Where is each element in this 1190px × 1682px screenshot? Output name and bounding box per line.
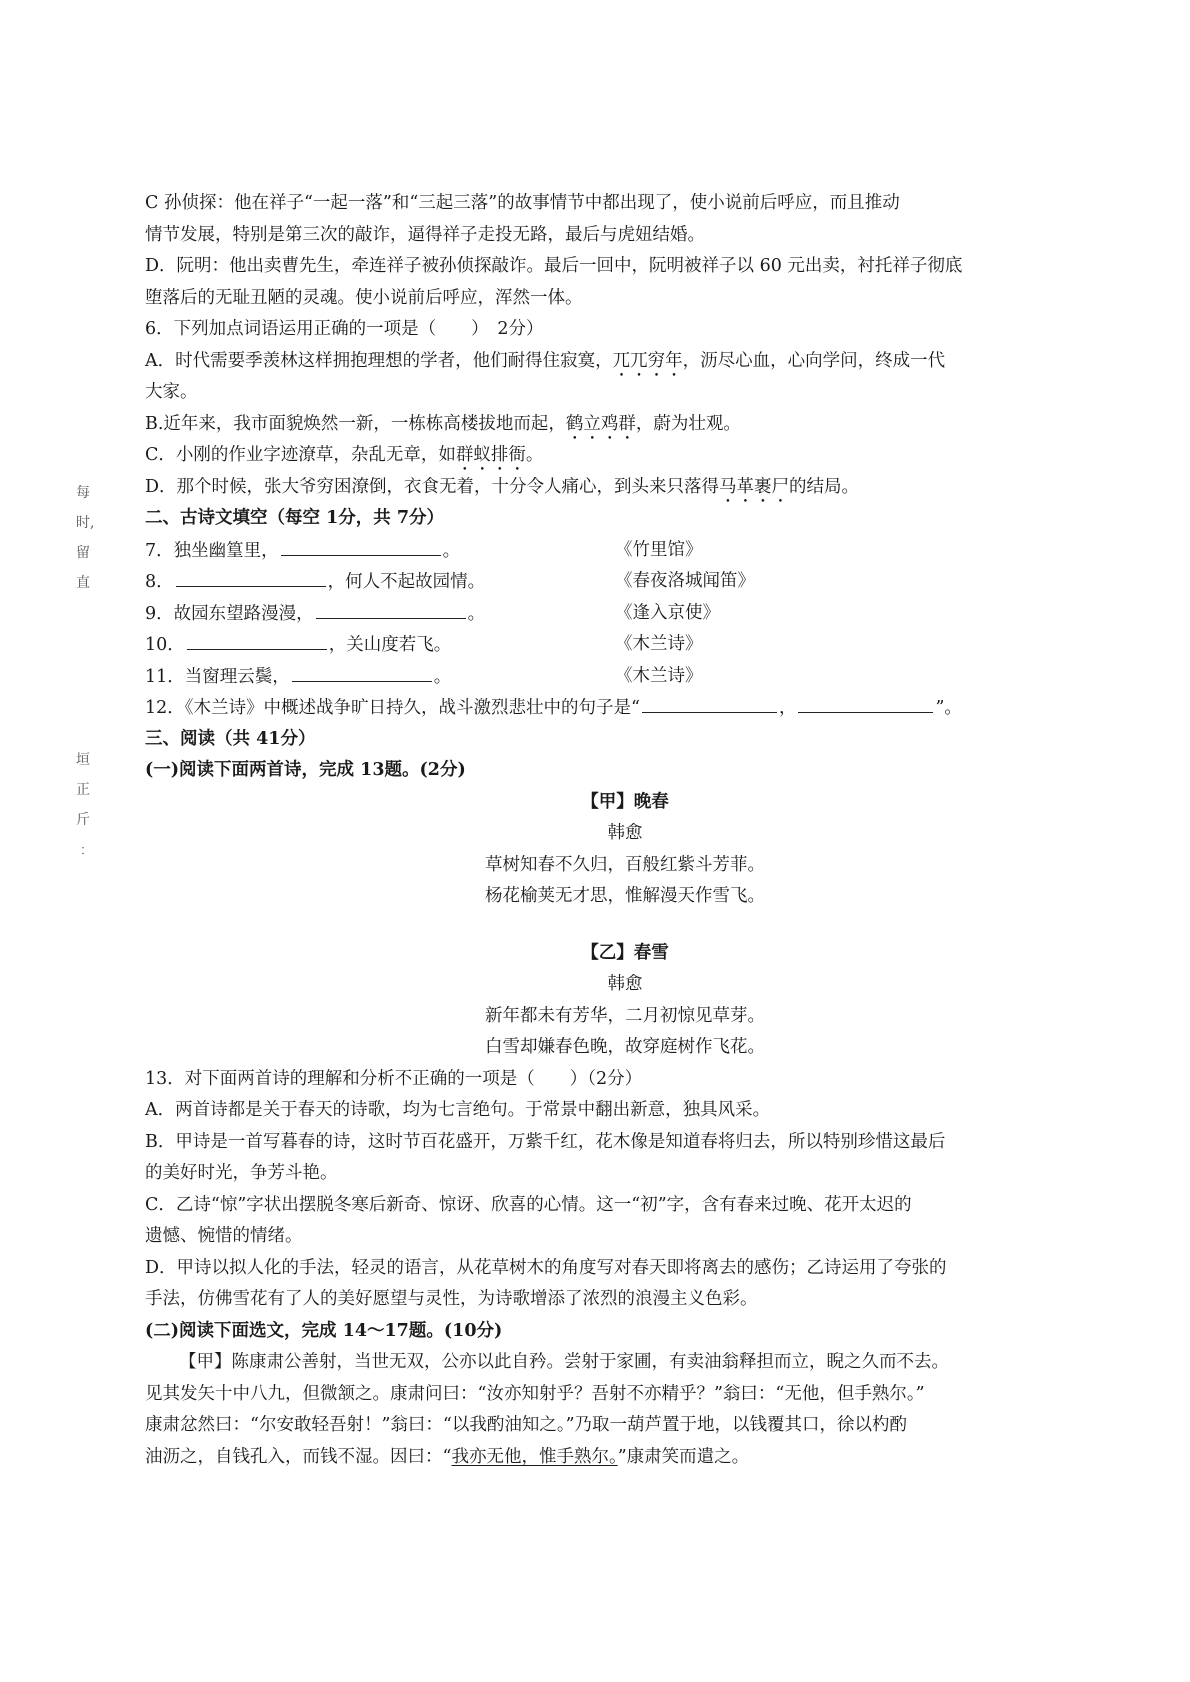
passage-line: 见其发矢十中八九，但微颔之。康肃问曰：“汝亦知射乎？吾射不亦精乎？”翁曰：“无他，但手熟尔。” [145, 1383, 925, 1404]
text: 8． [145, 572, 174, 592]
q6-stem: 6．下列加点词语运用正确的一项是（ ） 2分） [145, 319, 544, 339]
poem2-author: 韩愈 [607, 974, 643, 994]
q6-option-c [145, 440, 1105, 472]
text: 。 [433, 666, 452, 687]
passage-line: 【甲】陈康肃公善射，当世无双，公亦以此自矜。尝射于家圃，有卖油翁释担而立，睨之久而不去。 [179, 1352, 949, 1372]
margin-char: 斤 [76, 812, 90, 828]
text: B.近年来，我市面貌焕然一新，一栋栋高楼拔地而起， [145, 413, 566, 434]
q5-option-c-line1: C 孙侦探：他在祥子“一起一落”和“三起三落”的故事情节中都出现了，使小说前后呼应，而且推动 [145, 193, 900, 213]
text: ，蔚为壮观。 [635, 413, 741, 434]
margin-char: 每 [76, 485, 90, 501]
q8-row [145, 566, 1105, 598]
passage-line [145, 1442, 1105, 1474]
text: ， [778, 698, 797, 718]
dotted-term: 鹤立鸡群 [565, 413, 636, 434]
text: 12．《木兰诗》中概述战争旷日持久，战斗激烈悲壮中的句子是“ [145, 698, 640, 718]
answer-blank[interactable] [798, 692, 933, 713]
q13-option-d-line2: 手法，仿佛雪花有了人的美好愿望与灵性，为诗歌增添了浓烈的浪漫主义色彩。 [145, 1289, 758, 1309]
spacer [145, 913, 1105, 938]
margin-char: ﹕ [76, 842, 90, 858]
poem1-line: 杨花榆荚无才思，惟解漫天作雪飞。 [485, 886, 765, 906]
margin-char: 直 [76, 575, 90, 591]
q13-option-c-line2: 遗憾、惋惜的情绪。 [145, 1226, 303, 1246]
section3-title: 三、阅读（共 41分） [145, 728, 316, 749]
text: D．那个时候，张大爷穷困潦倒，衣食无着，十分令人痛心，到头来只落得 [145, 476, 720, 497]
q10-row [145, 629, 1105, 661]
text: 11．当窗理云鬓， [145, 666, 290, 687]
part2-title: (二)阅读下面选文，完成 14～17题。(10分) [145, 1320, 503, 1341]
poem1-line: 草树知春不久归，百般红紫斗芳菲。 [485, 854, 765, 875]
q13-option-b-line2: 的美好时光，争芳斗艳。 [145, 1163, 338, 1183]
poem2-line: 白雪却嫌春色晚，故穿庭树作飞花。 [485, 1037, 765, 1057]
text: 10． [145, 635, 185, 655]
q5-option-c-line2: 情节发展，特别是第三次的敲诈，逼得祥子走投无路，最后与虎妞结婚。 [145, 224, 705, 245]
poem1-title: 【甲】晚春 [581, 791, 669, 812]
q5-option-d-line2: 堕落后的无耻丑陋的灵魂。使小说前后呼应，浑然一体。 [145, 287, 583, 308]
q6-option-a-line1 [145, 346, 1105, 378]
answer-blank[interactable] [316, 598, 466, 619]
poem-source: 《木兰诗》 [615, 634, 703, 654]
text: 的结局。 [789, 476, 860, 497]
text: A．时代需要季羡林这样拥抱理想的学者，他们耐得住寂寞， [145, 350, 613, 371]
q13-option-b-line1: B．甲诗是一首写暮春的诗，这时节百花盛开，万紫千红，花木像是知道春将归去，所以特别珍惜这最后 [145, 1131, 946, 1152]
text: 油沥之，自钱孔入，而钱不湿。因曰：“ [145, 1446, 452, 1467]
dotted-term: 群蚁排衙 [455, 445, 526, 465]
margin-char: 留 [76, 545, 90, 561]
dotted-term: 马革裹尸 [719, 476, 790, 497]
margin-notes-bottom [76, 745, 98, 865]
margin-char: 垣 [76, 752, 90, 768]
q13-option-c-line1: C．乙诗“惊”字状出摆脱冬寒后新奇、惊讶、欣喜的心情。这一“初”字，含有春来过晚、花开太迟的 [145, 1194, 912, 1215]
q6-option-d [145, 472, 1105, 504]
q13-option-a: A．两首诗都是关于春天的诗歌，均为七言绝句。于常景中翻出新意，独具风采。 [145, 1100, 771, 1120]
answer-blank[interactable] [187, 629, 327, 650]
q12-row [145, 692, 1105, 724]
poem1-author: 韩愈 [607, 823, 643, 843]
answer-blank[interactable] [176, 566, 326, 587]
margin-notes-top [76, 478, 98, 598]
q11-row [145, 661, 1105, 693]
dotted-term: 兀兀穷年 [612, 350, 683, 371]
q13-option-d-line1: D．甲诗以拟人化的手法，轻灵的语言，从花草树木的角度写对春天即将离去的感伤；乙诗运用了夸张的 [145, 1257, 947, 1278]
text: C．小刚的作业字迹潦草，杂乱无章，如 [145, 445, 456, 465]
text: ”。 [935, 698, 962, 718]
poem2-line: 新年都未有芳华，二月初惊见草芽。 [485, 1005, 765, 1026]
passage-line: 康肃忿然曰：“尔安敢轻吾射！”翁曰：“以我酌油知之。”乃取一葫芦置于地，以钱覆其口，徐以杓酌 [145, 1415, 908, 1435]
text: 。 [442, 540, 461, 561]
text: ，沥尽心血，心向学问，终成一代 [682, 350, 946, 371]
poem-source: 《木兰诗》 [615, 665, 703, 686]
margin-char: 正 [76, 782, 90, 798]
text: 。 [467, 603, 486, 624]
text: ，关山度若飞。 [328, 635, 452, 655]
text: 9．故园东望路漫漫， [145, 603, 314, 624]
q5-option-d-line1: D．阮明：他出卖曹先生，牵连祥子被孙侦探敲诈。最后一回中，阮明被祥子以 60 元出卖，衬托祥子彻底 [145, 256, 963, 276]
text: ，何人不起故园情。 [327, 572, 486, 592]
text: ”康肃笑而遣之。 [617, 1446, 750, 1467]
q6-option-b [145, 409, 1105, 441]
poem-source: 《竹里馆》 [615, 539, 703, 560]
poem-source: 《逢入京使》 [615, 602, 720, 623]
part1-title: (一)阅读下面两首诗，完成 13题。(2分) [145, 760, 466, 780]
answer-blank[interactable] [642, 692, 777, 713]
q7-row [145, 535, 1105, 567]
q13-stem: 13．对下面两首诗的理解和分析不正确的一项是（ ）（2分） [145, 1068, 643, 1089]
answer-blank[interactable] [281, 535, 441, 556]
answer-blank[interactable] [292, 661, 432, 682]
poem-source: 《春夜洛城闻笛》 [615, 571, 755, 591]
q9-row [145, 598, 1105, 630]
section2-title: 二、古诗文填空（每空 1分，共 7分） [145, 508, 445, 528]
margin-char: 时, [76, 515, 95, 531]
underlined-sentence: 我亦无他，惟手熟尔。 [451, 1446, 618, 1467]
q6-option-a-line2: 大家。 [145, 382, 198, 402]
text: 7．独坐幽篁里， [145, 540, 279, 561]
poem2-title: 【乙】春雪 [581, 942, 669, 963]
text: 。 [525, 445, 544, 465]
exam-content [145, 188, 1105, 1473]
